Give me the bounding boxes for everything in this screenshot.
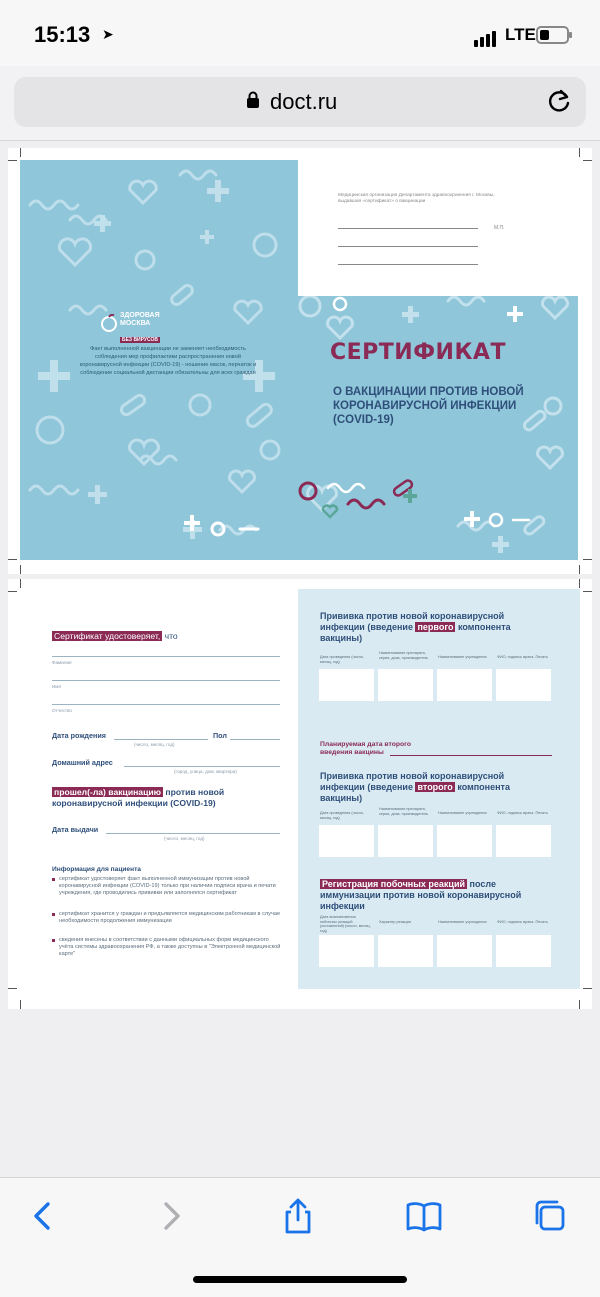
column-header: Дата проведения (число, месяц, год) [320, 811, 365, 820]
surname-line [52, 656, 280, 657]
second-dose-title: Прививка против новой коронавирусной инфекции (введение второго компонента вакцины) [320, 771, 510, 803]
certificate-cover-page [8, 148, 592, 574]
crop-mark [8, 160, 17, 161]
crop-mark [20, 579, 21, 588]
column-header: Наименование учреждения [438, 811, 487, 815]
crop-mark [8, 988, 17, 989]
certificate-inner-page [8, 579, 592, 1009]
crop-mark [20, 565, 21, 574]
patronymic-label: Отчество [52, 708, 72, 713]
column-header: Наименование учреждения [438, 655, 487, 659]
sex-line [230, 739, 280, 740]
crop-mark [583, 988, 592, 989]
logo-line2: МОСКВА [120, 320, 151, 327]
decorative-pattern [298, 296, 578, 560]
name-label: Имя [52, 684, 61, 689]
signature-line [338, 264, 478, 265]
tabs-icon[interactable] [530, 1196, 570, 1236]
personal-data-panel [8, 579, 298, 1009]
home-indicator[interactable] [193, 1276, 407, 1283]
issue-date-line [106, 833, 280, 834]
address-hint: (город, улица, дом, квартира) [174, 769, 237, 774]
cover-front-panel [298, 296, 578, 560]
planned-second-dose-label: Планируемая дата второго введения вакцины [320, 741, 412, 756]
record-cell [496, 825, 551, 857]
share-icon[interactable] [278, 1196, 318, 1236]
crop-mark [579, 1000, 580, 1009]
cellular-signal-icon [474, 29, 498, 47]
forward-icon[interactable] [152, 1196, 192, 1236]
back-icon[interactable] [22, 1196, 62, 1236]
certificate-subtitle: О ВАКЦИНАЦИИ ПРОТИВ НОВОЙ КОРОНАВИРУСНОЙ ИНФЕКЦИИ (COVID-19) [333, 386, 524, 426]
lock-icon [246, 91, 260, 109]
record-cell [437, 825, 492, 857]
birth-date-hint: (число, месяц, год) [134, 742, 175, 747]
issue-date-hint: (число, месяц, год) [164, 836, 205, 841]
logo-line1: ЗДОРОВАЯ [120, 312, 160, 319]
surname-label: Фамилия [52, 660, 72, 665]
column-header: ФИО, подпись врача. Печать [497, 655, 548, 659]
record-cell [496, 935, 551, 967]
column-header: Наименование учреждения [438, 920, 487, 924]
column-header: Наименование препарата, серия, доза, производитель [379, 651, 429, 660]
column-header: Характер реакции [379, 920, 411, 924]
crop-mark [583, 559, 592, 560]
location-arrow-icon: ➤ [102, 26, 114, 42]
crop-mark [8, 559, 17, 560]
column-header: ФИО, подпись врача. Печать [497, 811, 548, 815]
pdf-viewer[interactable] [0, 141, 600, 1177]
issue-date-label: Дата выдачи [52, 825, 99, 834]
signature-line [338, 228, 478, 229]
birth-date-line [114, 739, 208, 740]
logo-tag: БЕЗ ВИРУСОВ [122, 337, 159, 343]
record-cell [319, 669, 374, 701]
crop-mark [8, 591, 17, 592]
clock: 15:13 [34, 22, 91, 47]
crop-mark [20, 148, 21, 157]
reload-icon[interactable] [546, 87, 574, 115]
crop-mark [20, 1000, 21, 1009]
address-label: Домашний адрес [52, 758, 113, 767]
patient-info-title: Информация для пациента [52, 866, 141, 873]
record-cell [319, 935, 374, 967]
info-bullet: сертификат хранится у граждан и предъявляется медицинским работникам в случае необходимости продолжения иммунизации [52, 911, 282, 925]
column-header: Дата проведения (число, месяц, год) [320, 655, 365, 664]
record-cell [437, 669, 492, 701]
planned-date-line [390, 755, 552, 756]
url-text[interactable]: doct.ru [270, 89, 338, 114]
first-dose-title: Прививка против новой коронавирусной инфекции (введение первого компонента вакцины) [320, 611, 511, 643]
address-line [124, 766, 280, 767]
record-cell [319, 825, 374, 857]
network-type: LTE [505, 25, 536, 44]
signature-line [338, 246, 478, 247]
column-header: Дата возникновения побочных реакций (осложнений) (число, месяц, год) [320, 915, 371, 933]
certificate-title: СЕРТИФИКАТ [330, 340, 506, 365]
record-cell [378, 825, 433, 857]
apple-heart-icon [100, 314, 118, 332]
record-cell [496, 669, 551, 701]
column-header: Наименование препарата, серия, доза, производитель [379, 807, 429, 816]
browser-toolbar [0, 1177, 600, 1297]
name-line [52, 680, 280, 681]
battery-icon [536, 26, 569, 44]
info-bullet: сертификат удостоверяет факт выполненной иммунизации против новой коронавирусной инфекции (COVID-19) только при наличии подписи врача и печати учреждения, где проводились прививки или заполнялся сертификат [52, 876, 282, 897]
crop-mark [579, 565, 580, 574]
record-cell [378, 669, 433, 701]
vaccination-statement: прошел(-ла) вакцинацию против новой коронавирусной инфекции (COVID-19) [52, 787, 225, 808]
bookmarks-icon[interactable] [404, 1196, 444, 1236]
patronymic-line [52, 704, 280, 705]
vaccination-disclaimer: Факт выполненной вакцинации не заменяет необходимость соблюдения мер профилактики распространения новой коронавирусной инфекции (COVID-19) - ношение масок, перчаток и соблюдение социальной дистанции обязательны для всех граждан [79, 346, 257, 376]
certifies-heading: Сертификат удостоверяет, что [54, 631, 178, 641]
birth-date-label: Дата рождения [52, 731, 106, 740]
column-header: ФИО, подпись врача. Печать [497, 920, 548, 924]
status-bar [0, 0, 600, 66]
info-bullet: сведения внесены в соответствии с данными официальных форм медицинского учёта системы здравоохранения РФ, а также доступны в "Электронной медицинской карте" [52, 937, 282, 958]
address-bar[interactable] [14, 77, 586, 127]
record-cell [437, 935, 492, 967]
crop-mark [583, 160, 592, 161]
stamp-label: М.П. [494, 225, 505, 231]
crop-mark [583, 591, 592, 592]
logo-zdorovaya-moskva [120, 312, 160, 346]
crop-mark [579, 148, 580, 157]
vaccination-records-panel [298, 589, 580, 989]
sex-label: Пол [213, 731, 227, 740]
crop-mark [579, 579, 580, 588]
issuer-area [298, 148, 592, 296]
record-cell [378, 935, 433, 967]
issuer-organization-note: Медицинская организация Департамента здравоохранения г. Москвы, выдавшая «сертификат» о вакцинации [338, 193, 495, 204]
side-effects-title: Регистрация побочных реакций после иммунизации против новой коронавирусной инфекции [320, 879, 522, 911]
